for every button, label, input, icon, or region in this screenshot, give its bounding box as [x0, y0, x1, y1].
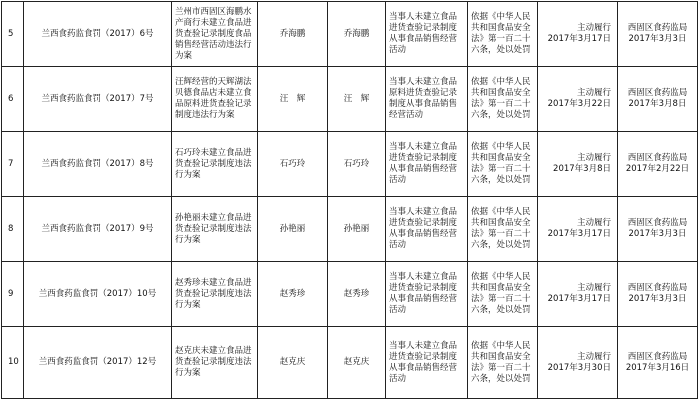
decision-date: 2017年3月3日 [628, 34, 687, 44]
decision-date: 2017年3月8日 [628, 99, 687, 109]
row-number: 8 [2, 197, 24, 262]
authority-cell [618, 262, 698, 327]
legal-representative: 乔海鹏 [328, 2, 386, 67]
execution-cell [538, 327, 618, 399]
document-number: 兰西食药监食罚（2017）6号 [24, 2, 172, 67]
legal-representative: 孙艳丽 [328, 197, 386, 262]
penalty-basis: 依据《中华人民共和国食品安全法》第一百二十六条，处以处罚 [468, 197, 538, 262]
authority-cell [618, 197, 698, 262]
penalty-basis: 依据《中华人民共和国食品安全法》第一百二十六条，处以处罚 [468, 2, 538, 67]
legal-representative: 赵克庆 [328, 327, 386, 399]
violation-facts: 当事人未建立食品进货查验记录制度从事食品销售经营活动 [386, 327, 468, 399]
execution-cell [538, 2, 618, 67]
execution-cell [538, 132, 618, 197]
party-name: 赵克庆 [258, 327, 328, 399]
case-name: 赵克庆未建立食品进货查验记录制度违法行为案 [172, 327, 258, 399]
row-number: 10 [2, 327, 24, 399]
penalty-table [1, 1, 698, 399]
decision-date: 2017年3月3日 [628, 229, 687, 239]
legal-representative: 汪 辉 [328, 67, 386, 132]
penalty-basis: 依据《中华人民共和国食品安全法》第一百二十六条，处以处罚 [468, 67, 538, 132]
document-number: 兰西食药监食罚（2017）10号 [24, 262, 172, 327]
execution-type: 主动履行 [576, 283, 611, 293]
authority-name: 西固区食药监局 [627, 153, 688, 163]
party-name: 乔海鹏 [258, 2, 328, 67]
row-number: 7 [2, 132, 24, 197]
row-number: 5 [2, 2, 24, 67]
authority-name: 西固区食药监局 [627, 283, 688, 293]
authority-cell [618, 327, 698, 399]
execution-type: 主动履行 [576, 23, 611, 33]
execution-date: 2017年3月17日 [547, 294, 611, 304]
penalty-basis: 依据《中华人民共和国食品安全法》第一百二十六条，处以处罚 [468, 132, 538, 197]
case-name: 汪辉经营的天辉湖法贝德食品店未建立食品原料进货查验记录制度违法行为案 [172, 67, 258, 132]
case-name: 孙艳丽未建立食品进货查验记录制度违法行为案 [172, 197, 258, 262]
execution-date: 2017年3月22日 [547, 99, 611, 109]
table-body [2, 2, 698, 399]
party-name: 石巧玲 [258, 132, 328, 197]
table-row [2, 132, 698, 197]
document-number: 兰西食药监食罚（2017）9号 [24, 197, 172, 262]
violation-facts: 当事人未建立食品进货查验记录制度从事食品销售经营活动 [386, 2, 468, 67]
table-row [2, 2, 698, 67]
violation-facts: 当事人未建立食品原料进货查验记录制度从事食品销售经营活动 [386, 67, 468, 132]
execution-cell [538, 197, 618, 262]
party-name: 孙艳丽 [258, 197, 328, 262]
penalty-basis: 依据《中华人民共和国食品安全法》第一百二十六条，处以处罚 [468, 327, 538, 399]
penalty-basis: 依据《中华人民共和国食品安全法》第一百二十六条，处以处罚 [468, 262, 538, 327]
violation-facts: 当事人未建立食品进货查验记录制度从事食品销售经营活动 [386, 262, 468, 327]
case-name: 石巧玲未建立食品进货查验记录制度违法行为案 [172, 132, 258, 197]
execution-type: 主动履行 [576, 88, 611, 98]
execution-type: 主动履行 [576, 153, 611, 163]
authority-name: 西固区食药监局 [627, 218, 688, 228]
authority-cell [618, 132, 698, 197]
authority-name: 西固区食药监局 [627, 88, 688, 98]
table-row [2, 262, 698, 327]
decision-date: 2017年3月3日 [628, 294, 687, 304]
row-number: 6 [2, 67, 24, 132]
violation-facts: 当事人未建立食品进货查验记录制度从事食品销售经营活动 [386, 132, 468, 197]
authority-cell [618, 2, 698, 67]
execution-date: 2017年3月17日 [547, 229, 611, 239]
case-name: 赵秀珍未建立食品进货查验记录制度违法行为案 [172, 262, 258, 327]
execution-type: 主动履行 [576, 218, 611, 228]
table-row [2, 327, 698, 399]
violation-facts: 当事人未建立食品进货查验记录制度从事食品销售经营活动 [386, 197, 468, 262]
decision-date: 2017年3月16日 [625, 362, 690, 373]
party-name: 汪 辉 [258, 67, 328, 132]
document-number: 兰西食药监食罚（2017）12号 [24, 327, 172, 399]
authority-name: 西固区食药监局 [627, 351, 688, 362]
document-number: 兰西食药监食罚（2017）8号 [24, 132, 172, 197]
party-name: 赵秀珍 [258, 262, 328, 327]
table-row [2, 197, 698, 262]
document-number: 兰西食药监食罚（2017）7号 [24, 67, 172, 132]
legal-representative: 赵秀珍 [328, 262, 386, 327]
execution-cell [538, 67, 618, 132]
case-name: 兰州市西固区海鹏水产商行未建立食品进货查验记录制度食品销售经营活动违法行为案 [172, 2, 258, 67]
legal-representative: 石巧玲 [328, 132, 386, 197]
execution-date: 2017年3月8日 [553, 164, 611, 174]
row-number: 9 [2, 262, 24, 327]
execution-date: 2017年3月17日 [547, 34, 611, 44]
authority-cell [618, 67, 698, 132]
execution-cell [538, 262, 618, 327]
authority-name: 西固区食药监局 [627, 23, 688, 33]
table-row [2, 67, 698, 132]
execution-date: 2017年3月30日 [547, 362, 611, 373]
execution-type: 主动履行 [576, 351, 611, 362]
decision-date: 2017年2月22日 [625, 164, 690, 174]
